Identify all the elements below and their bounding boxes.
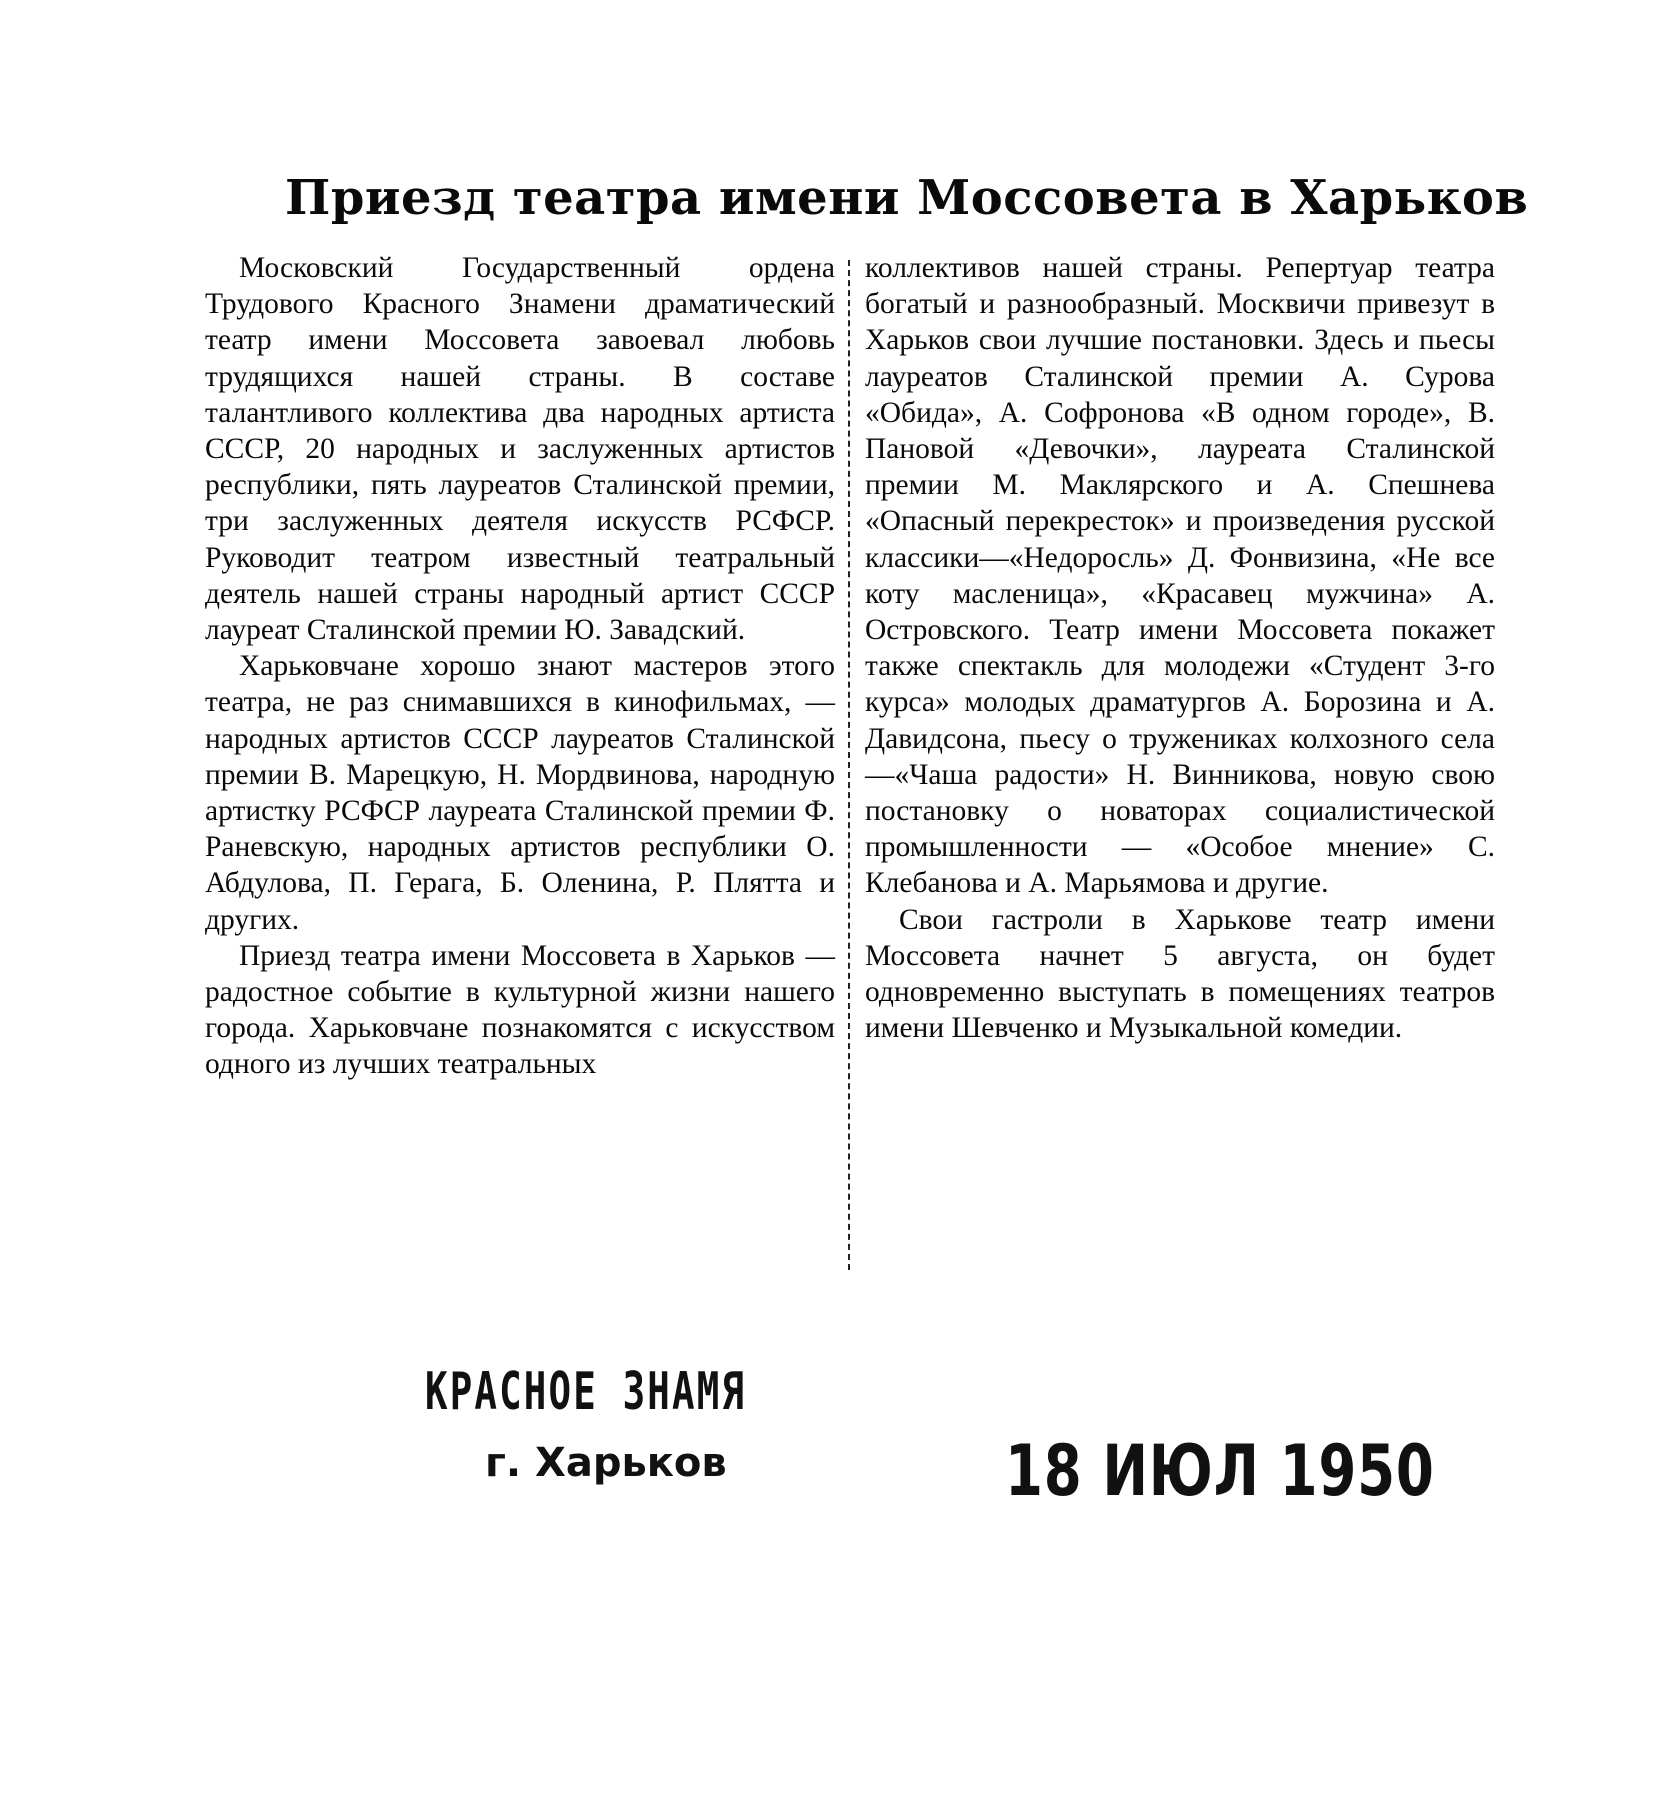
column-divider bbox=[848, 260, 850, 1270]
stamp-city: г. Харьков bbox=[485, 1440, 727, 1486]
date-stamp: 18 ИЮЛ 1950 bbox=[1005, 1430, 1435, 1512]
left-paragraph-1: Московский Государственный ордена Трудового Красного Знамени драматический театр имени Моссовета завоевал любовь трудящихся нашей страны. В составе талантливого коллектива два народных артиста СССР, 20 народных и заслуженных артистов республики, пять лауреатов Сталинской премии, три заслуженных деятеля искусств РСФСР. Руководит театром известный театральный деятель нашей страны народный артист СССР лауреат Сталинской премии Ю. Завадский. bbox=[205, 252, 835, 647]
left-paragraph-2: Харьковчане хорошо знают мастеров этого театра, не раз снимавшихся в кинофильмах, — народных артистов СССР лауреатов Сталинской премии В. Марецкую, Н. Мордвинова, народную артистку РСФСР лауреата Сталинской премии Ф. Раневскую, народных артистов республики О. Абдулова, П. Герага, Б. Оленина, Р. Плятта и других. bbox=[205, 650, 835, 936]
stamp-newspaper-name: КРАСНОЕ ЗНАМЯ bbox=[425, 1362, 747, 1422]
source-stamp bbox=[425, 1362, 825, 1486]
article-left-column bbox=[205, 250, 835, 1083]
newspaper-clipping bbox=[200, 160, 1529, 1280]
right-paragraph-1: коллективов нашей страны. Репертуар театра богатый и разнообразный. Москвичи привезут в Харьков свои лучшие постановки. Здесь и пьесы лауреатов Сталинской премии А. Сурова «Обида», А. Софронова «В одном городе», В. Пановой «Девочки», лауреата Сталинской премии М. Маклярского и А. Спешнева «Опасный перекресток» и произведения русской классики—«Недоросль» Д. Фонвизина, «Не все коту масленица», «Красавец мужчина» А. Островского. Театр имени Моссовета покажет также спектакль для молодежи «Студент 3-го курса» молодых драматургов А. Борозина и А. Давидсона, пьесу о тружениках колхозного села—«Чаша радости» Н. Винникова, новую свою постановку о новаторах социалистической промышленности — «Особое мнение» С. Клебанова и А. Марьямова и другие. bbox=[865, 252, 1495, 900]
article-right-column bbox=[865, 250, 1495, 1046]
left-paragraph-3: Приезд театра имени Моссовета в Харьков — радостное событие в культурной жизни нашего города. Харьковчане познакомятся с искусством одного из лучших театральных bbox=[205, 939, 835, 1081]
article-headline: Приезд театра имени Моссовета в Харьков bbox=[285, 170, 1529, 226]
right-paragraph-2: Свои гастроли в Харькове театр имени Моссовета начнет 5 августа, он будет одновременно выступать в помещениях театров имени Шевченко и Музыкальной комедии. bbox=[865, 903, 1495, 1045]
